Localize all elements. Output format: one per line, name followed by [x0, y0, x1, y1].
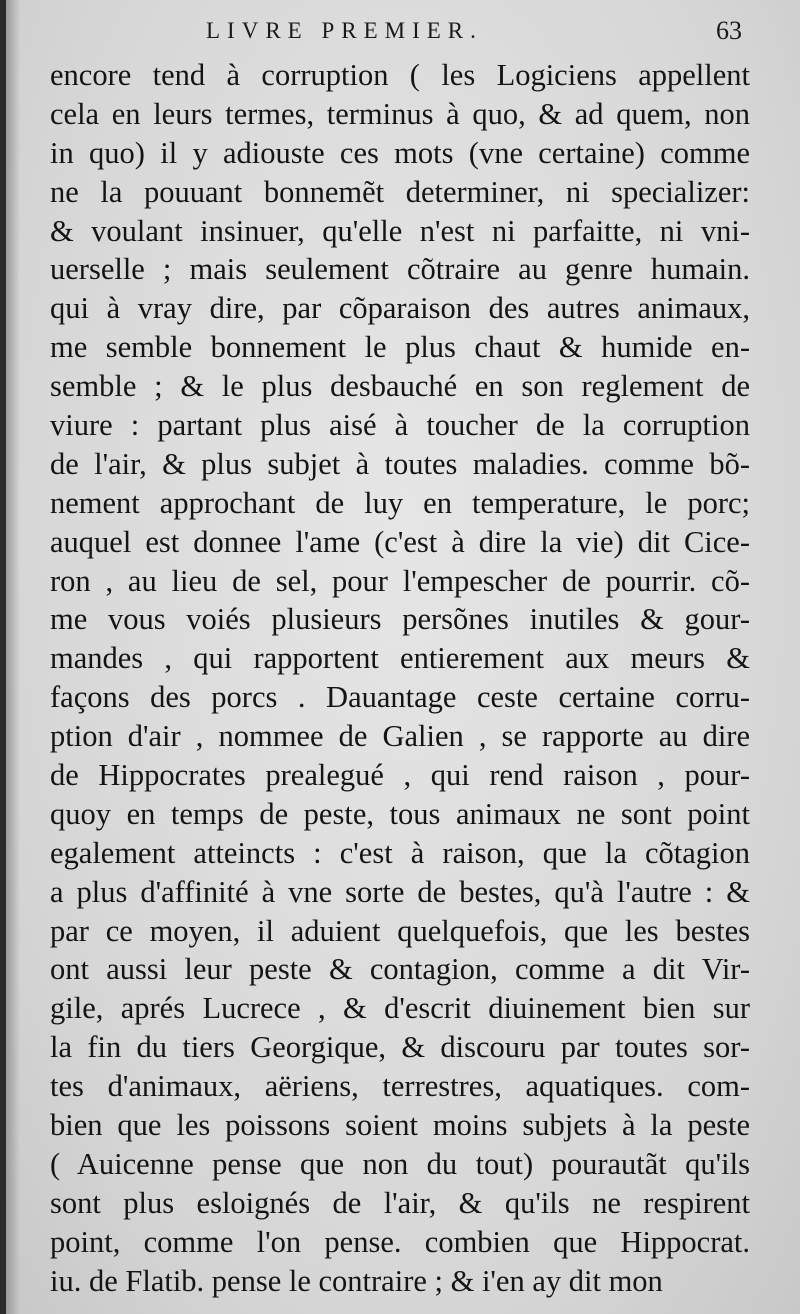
text-line: ( Auicenne pense que non du tout) pourautãt qu'ils: [50, 1146, 750, 1181]
text-line: iu. de Flatib. pense le contraire ; & i'en ay dit mon: [50, 1263, 663, 1298]
text-line: ption d'air , nommee de Galien , se rapporte au dire: [50, 719, 750, 754]
page-header: [6, 12, 800, 52]
body-text: [50, 56, 750, 1301]
text-line: nement approchant de luy en temperature, le porc;: [50, 485, 750, 520]
text-line: de l'air, & plus subjet à toutes maladies. comme bõ-: [50, 446, 750, 481]
text-line: me semble bonnement le plus chaut & humide en-: [50, 330, 750, 365]
text-line: ne la pouuant bonnemẽt determiner, ni specializer:: [50, 174, 750, 209]
text-line: a plus d'affinité à vne sorte de bestes, qu'à l'autre : &: [50, 874, 750, 909]
text-line: semble ; & le plus desbauché en son reglement de: [50, 369, 750, 404]
text-line: ron , au lieu de sel, pour l'empescher de pourrir. cõ-: [50, 563, 750, 598]
text-line: par ce moyen, il aduient quelquefois, que les bestes: [50, 913, 750, 948]
text-line: me vous voiés plusieurs persõnes inutiles & gour-: [50, 602, 750, 637]
text-line: de Hippocrates prealegué , qui rend raison , pour-: [50, 758, 750, 793]
text-line: auquel est donnee l'ame (c'est à dire la vie) dit Cice-: [50, 524, 750, 559]
running-head: LIVRE PREMIER.: [206, 18, 483, 43]
text-line: bien que les poissons soient moins subjets à la peste: [50, 1108, 750, 1143]
text-line: quoy en temps de peste, tous animaux ne sont point: [50, 796, 750, 831]
text-line: la fin du tiers Georgique, & discouru par toutes sor-: [50, 1030, 750, 1065]
text-line: ont aussi leur peste & contagion, comme a dit Vir-: [50, 952, 750, 987]
text-line: façons des porcs . Dauantage ceste certaine corru-: [50, 680, 750, 715]
text-line: uerselle ; mais seulement cõtraire au genre humain.: [50, 252, 750, 287]
book-page: [6, 0, 800, 1314]
text-line: gile, aprés Lucrece , & d'escrit diuinement bien sur: [50, 991, 750, 1026]
page-number: 63: [716, 16, 742, 45]
text-line: qui à vray dire, par cõparaison des autres animaux,: [50, 291, 750, 326]
text-line: viure : partant plus aisé à toucher de la corruption: [50, 408, 750, 443]
text-line: in quo) il y adiouste ces mots (vne certaine) comme: [50, 135, 750, 170]
text-line: mandes , qui rapportent entierement aux meurs &: [50, 641, 750, 676]
text-line: egalement atteincts : c'est à raison, que la cõtagion: [50, 835, 750, 870]
text-line: & voulant insinuer, qu'elle n'est ni parfaitte, ni vni-: [50, 213, 750, 248]
text-line: encore tend à corruption ( les Logiciens appellent: [50, 58, 750, 92]
text-line: point, comme l'on pense. combien que Hippocrat.: [50, 1224, 750, 1259]
page-gutter-shadow: [6, 0, 20, 1314]
text-line: tes d'animaux, aëriens, terrestres, aquatiques. com-: [50, 1069, 750, 1104]
text-line: sont plus esloignés de l'air, & qu'ils ne respirent: [50, 1185, 750, 1220]
text-line: cela en leurs termes, terminus à quo, & ad quem, non: [50, 96, 750, 131]
